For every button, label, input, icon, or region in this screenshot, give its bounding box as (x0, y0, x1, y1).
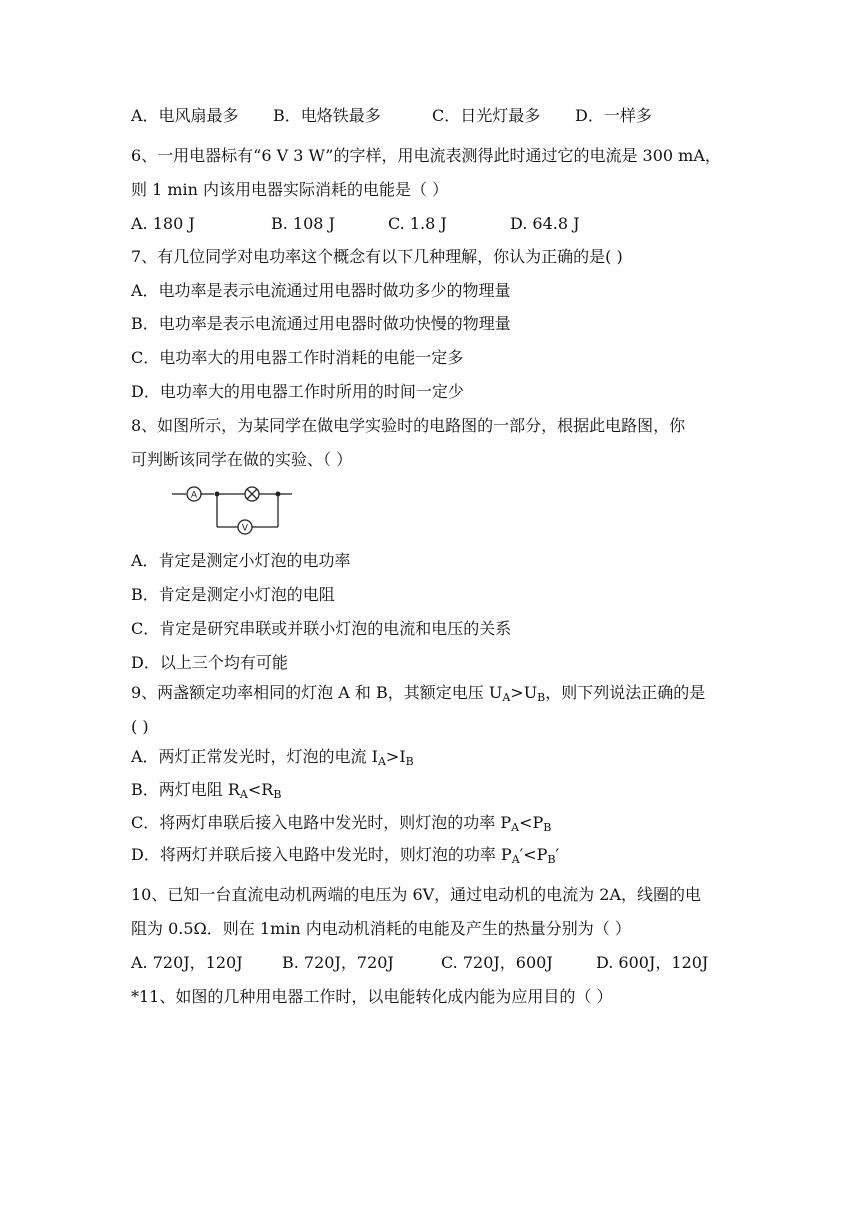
q9-opt-a-pre: A．两灯正常发光时，灯泡的电流 I (131, 747, 378, 766)
q8-stem-line1: 8、如图所示，为某同学在做电学实验时的电路图的一部分，根据此电路图，你 (131, 416, 686, 435)
q8-option-d: D．以上三个均有可能 (131, 653, 288, 672)
q9-opt-a-mid: >I (385, 747, 406, 766)
q6-option-a: A. 180 J (131, 214, 195, 233)
q9-stem-post: ，则下列说法正确的是 (545, 683, 706, 702)
q9-opt-b-mid: <R (247, 780, 274, 799)
q9-opt-c-mid: <P (519, 813, 544, 832)
q9-stem-line1 (131, 683, 705, 708)
q10-option-b: B. 720J，720J (282, 953, 394, 972)
q9-option-a (131, 747, 414, 772)
q9-opt-d-sub2: B (547, 853, 556, 866)
q9-stem-sub1: A (502, 691, 511, 704)
q9-opt-d-mid: ′<P (519, 845, 548, 864)
q9-opt-a-sub2: B (405, 755, 414, 768)
q9-opt-b-sub1: A (239, 788, 248, 801)
q5-option-d: D．一样多 (575, 106, 652, 125)
q11-stem: *11、如图的几种用电器工作时，以电能转化成内能为应用目的（ ） (131, 987, 613, 1006)
q9-opt-d-pre: D．将两灯并联后接入电路中发光时，则灯泡的功率 P (131, 845, 512, 864)
q9-option-c (131, 813, 551, 838)
q6-option-b: B. 108 J (271, 214, 335, 233)
q9-stem-mid: >U (510, 683, 538, 702)
q9-opt-d-sub1: A (511, 853, 520, 866)
q9-opt-c-sub1: A (511, 821, 520, 834)
q6-stem-line1: 6、一用电器标有“6 V 3 W”的字样，用电流表测得此时通过它的电流是 300 mA， (131, 146, 721, 165)
q7-option-c: C．电功率大的用电器工作时消耗的电能一定多 (131, 348, 464, 367)
ammeter-label: A (190, 490, 198, 501)
q10-option-a: A. 720J，120J (131, 953, 243, 972)
q9-stem-sub2: B (537, 691, 546, 704)
q9-stem-line2: ( ) (131, 717, 149, 736)
circuit-diagram (172, 480, 296, 538)
q9-opt-b-pre: B．两灯电阻 R (131, 780, 240, 799)
q6-option-d: D. 64.8 J (510, 214, 580, 233)
q5-option-c: C．日光灯最多 (432, 106, 541, 125)
q6-option-c: C. 1.8 J (388, 214, 447, 233)
q9-opt-d-post: ′ (555, 845, 560, 864)
q8-stem-line2: 可判断该同学在做的实验、（ ） (131, 450, 353, 469)
q9-option-b (131, 780, 281, 805)
q9-opt-b-sub2: B (273, 788, 282, 801)
q10-option-d: D. 600J，120J (596, 953, 709, 972)
q5-option-a: A．电风扇最多 (131, 106, 239, 125)
q10-stem-line2: 阻为 0.5Ω．则在 1min 内电动机消耗的电能及产生的热量分别为（ ） (131, 919, 631, 938)
q9-option-d (131, 845, 559, 870)
q8-option-c: C．肯定是研究串联或并联小灯泡的电流和电压的关系 (131, 619, 512, 638)
q7-option-d: D．电功率大的用电器工作时所用的时间一定少 (131, 382, 464, 401)
q10-stem-line1: 10、已知一台直流电动机两端的电压为 6V，通过电动机的电流为 2A，线圈的电 (131, 885, 702, 904)
q7-option-b: B．电功率是表示电流通过用电器时做功快慢的物理量 (131, 314, 511, 333)
q5-option-b: B．电烙铁最多 (273, 106, 381, 125)
voltmeter-label: V (241, 523, 249, 534)
q7-option-a: A．电功率是表示电流通过用电器时做功多少的物理量 (131, 281, 511, 300)
q8-option-b: B．肯定是测定小灯泡的电阻 (131, 585, 335, 604)
q8-option-a: A．肯定是测定小灯泡的电功率 (131, 551, 351, 570)
q9-opt-c-pre: C．将两灯串联后接入电路中发光时，则灯泡的功率 P (131, 813, 512, 832)
q6-stem-line2: 则 1 min 内该用电器实际消耗的电能是（ ） (131, 180, 449, 199)
q9-opt-a-sub1: A (377, 755, 386, 768)
q7-stem: 7、有几位同学对电功率这个概念有以下几种理解，你认为正确的是( ) (131, 247, 623, 266)
q10-option-c: C. 720J，600J (441, 953, 553, 972)
q9-stem-pre: 9、两盏额定功率相同的灯泡 A 和 B，其额定电压 U (131, 683, 503, 702)
q9-opt-c-sub2: B (543, 821, 552, 834)
